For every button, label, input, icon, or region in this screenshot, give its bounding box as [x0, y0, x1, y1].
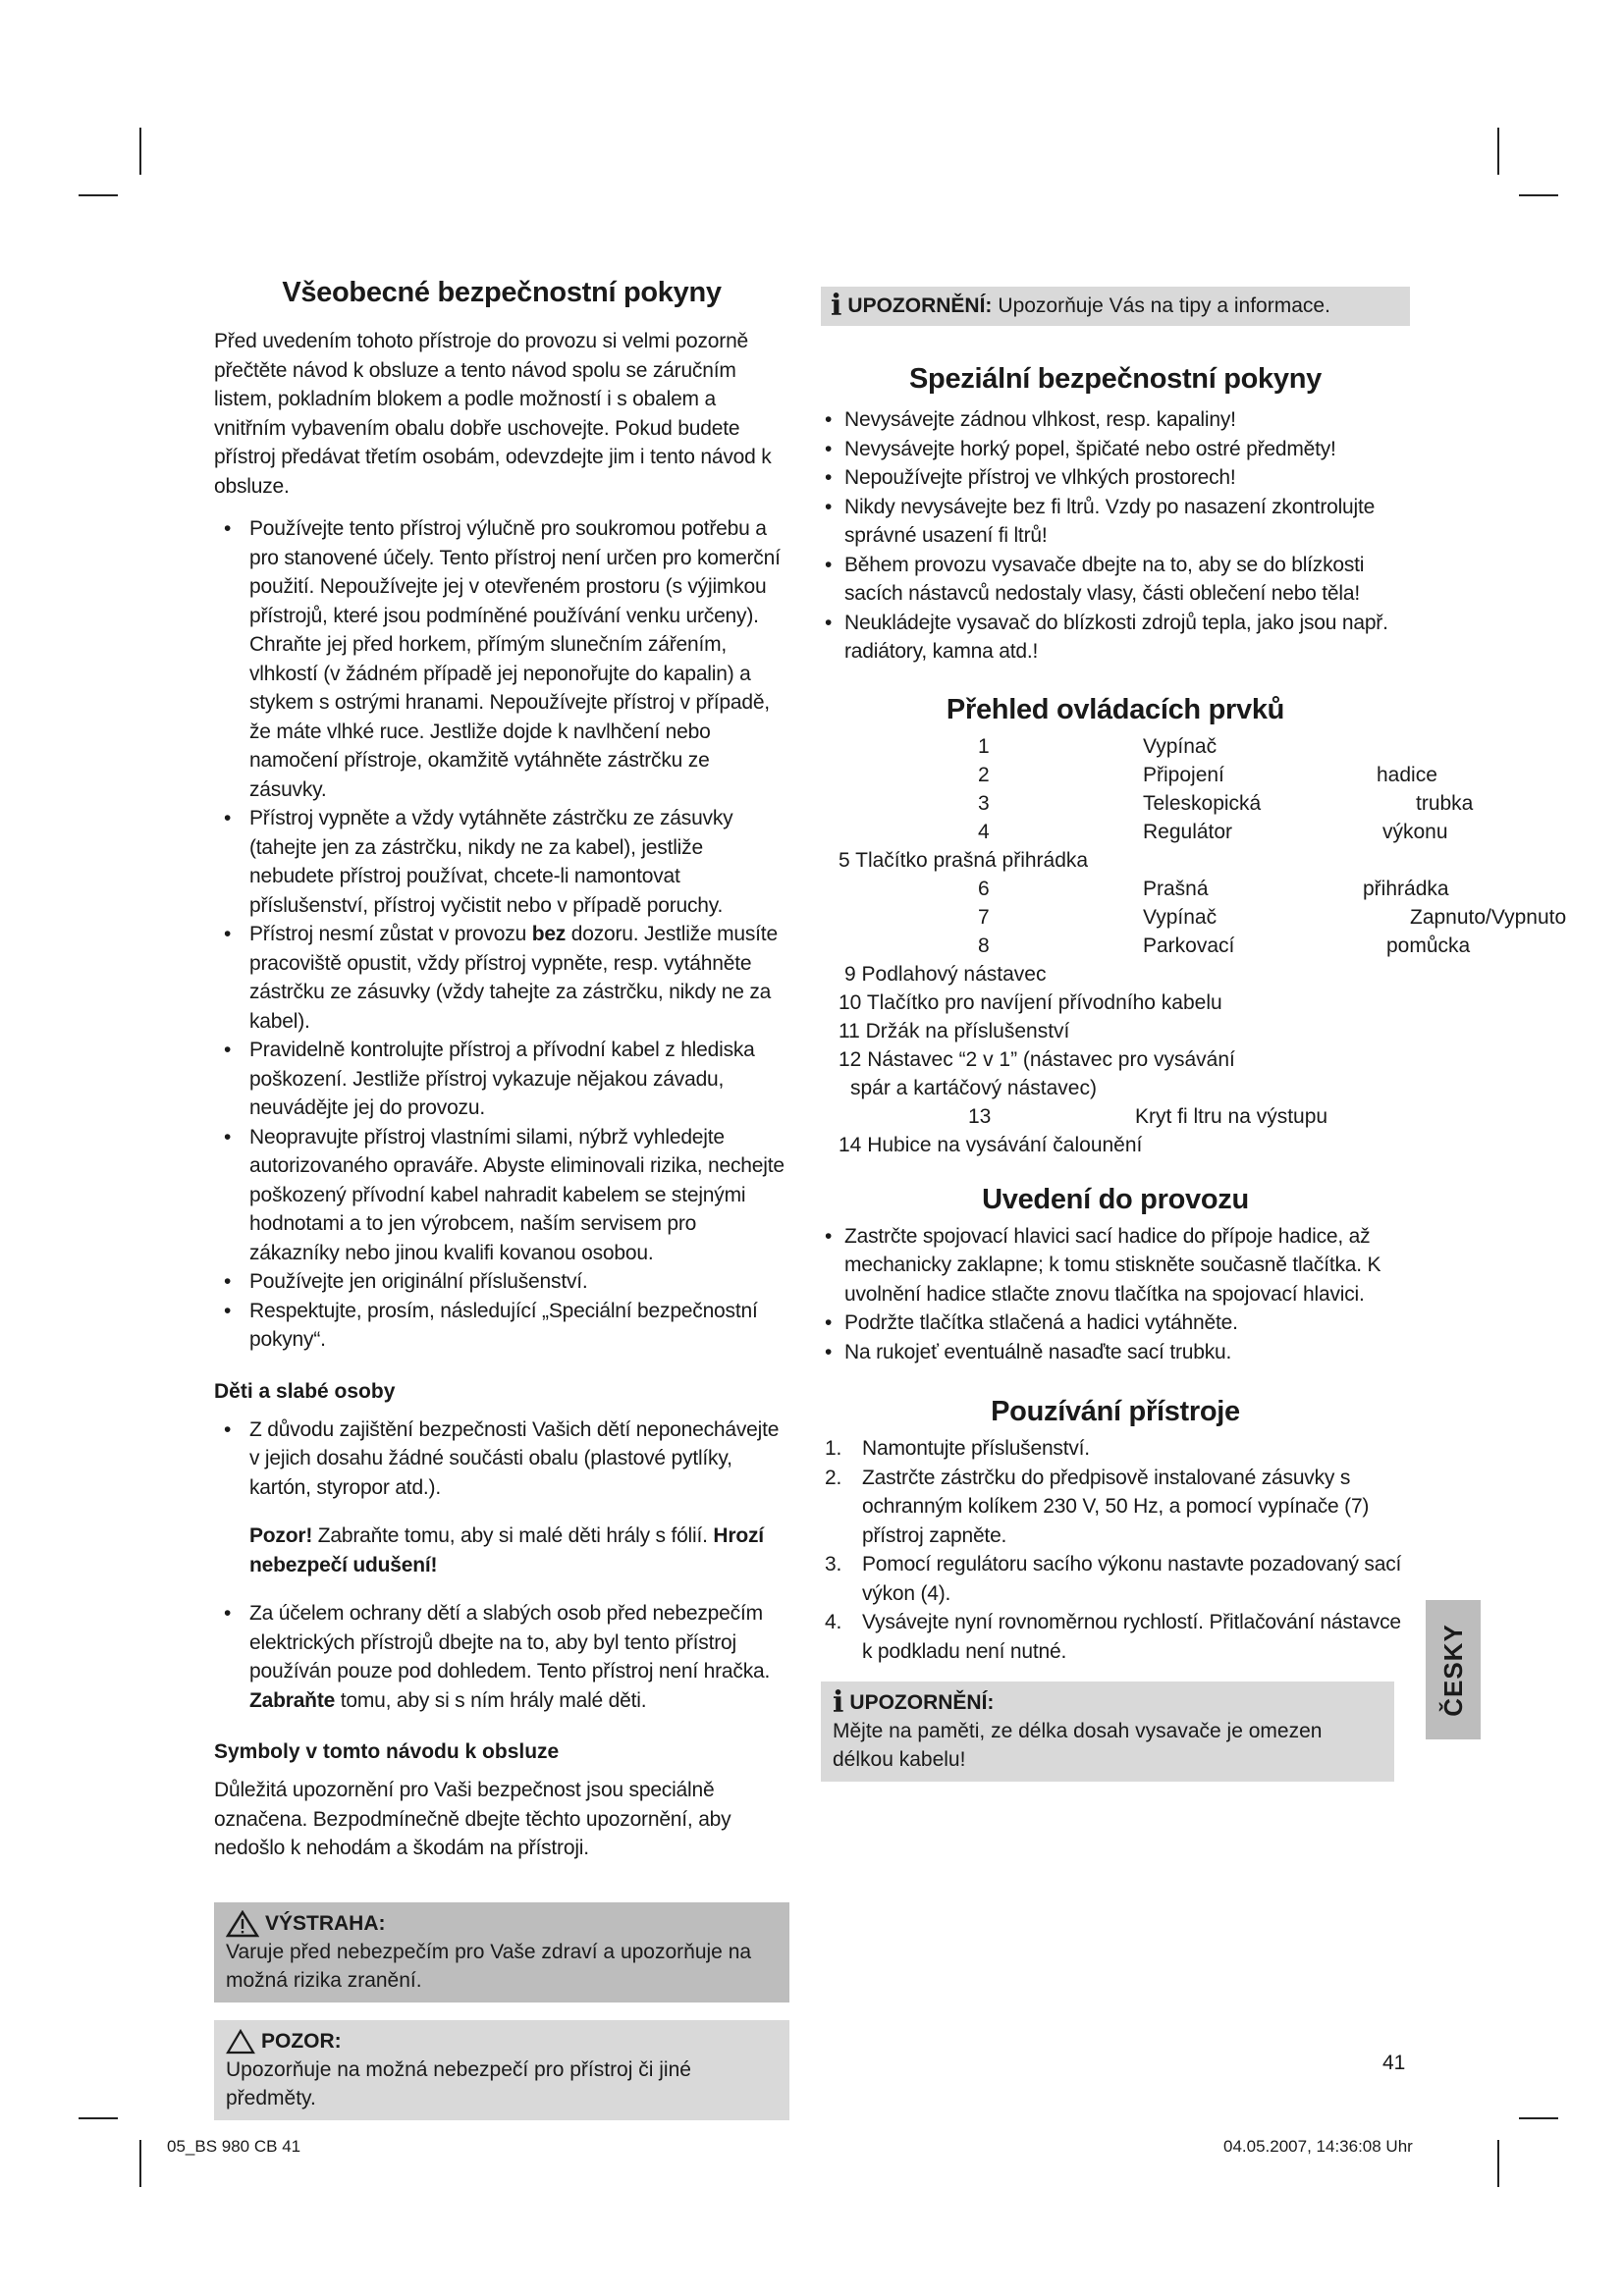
symbols-text: Důležitá upozornění pro Vaši bezpečnost jsou speciálně označena. Bezpodmínečně dbejte těchto upozornění, aby nedošlo k nehodám a škodám na přístroji. [214, 1779, 731, 1859]
list-item: • Přístroj nesmí zůstat v provozu bez dozoru. Jestliže musíte pracoviště opustit, vždy přístroj vypněte, resp. vytáhněte zástrčku ze zásuvky (vždy tahejte za zástrčku, nikdy ne za kabel). [214, 920, 789, 1036]
control-number: 8 [978, 934, 990, 957]
notice-box-2 [821, 1682, 1394, 1782]
control-number: 6 [978, 877, 990, 900]
list-item: 3. Pomocí regulátoru sacího výkonu nastavte pozadovaný sací výkon (4). [825, 1553, 1402, 1605]
control-label: Teleskopická [1143, 791, 1262, 815]
children-section-title: Děti a slabé osoby [214, 1379, 396, 1403]
control-label: 14 Hubice na vysávání čalounění [839, 1133, 1143, 1156]
control-number: 2 [978, 763, 990, 786]
info-icon: i [831, 289, 842, 323]
control-label: 12 Nástavec “2 v 1” (nástavec pro vysávání [839, 1047, 1235, 1071]
caution-box [214, 2020, 789, 2120]
startup-list [821, 1222, 1410, 1367]
list-item: • Nevysávejte horký popel, špičaté nebo ostré předměty! [821, 435, 1410, 464]
control-label: Regulátor [1143, 820, 1233, 843]
control-label: Vypínač [1143, 734, 1218, 758]
list-item: • Pravidelně kontrolujte přístroj a přívodní kabel z hlediska poškození. Jestliže přístroj vykazuje nějakou závadu, neuvádějte jej do provozu. [214, 1036, 789, 1123]
control-label: výkonu [1382, 820, 1448, 843]
list-item: 2. Zastrčte zástrčku do předpisově instalované zásuvky s ochranným kolíkem 230 V, 50 Hz, a pomocí vypínače (7) přístroj zapněte. [825, 1466, 1370, 1547]
list-item: • Neopravujte přístroj vlastními silami, nýbrž vyhledejte autorizovaného opraváře. Abyste eliminovali rizika, nechejte poškozený přívodní kabel nahradit kabelem se stejnými hodnotami a to jen výrobcem, naším servisem pro zákazníky nebo jinou kvalifi kovanou osobou. [214, 1123, 789, 1268]
control-number: 1 [978, 734, 990, 758]
control-label: Vypínač [1143, 905, 1218, 929]
control-number: 3 [978, 791, 990, 815]
list-item: 1. Namontujte příslušenství. [825, 1437, 1090, 1460]
control-number: 4 [978, 820, 990, 843]
crop-mark [139, 2140, 141, 2187]
list-item: • Používejte jen originální příslušenství. [214, 1267, 789, 1297]
list-item: • Nevysávejte zádnou vlhkost, resp. kapaliny! [821, 405, 1410, 435]
control-label: 5 Tlačítko prašná přihrádka [839, 848, 1089, 872]
warning-title: VÝSTRAHA: [265, 1911, 386, 1935]
list-item: • Zastrčte spojovací hlavici sací hadice do přípoje hadice, až mechanicky zaklapne; k tomu stiskněte současně tlačítka. K uvolnění hadice stlačte znovu tlačítka na spojovací hlavici. [821, 1222, 1410, 1309]
control-label: Parkovací [1143, 934, 1235, 957]
symbols-section-title: Symboly v tomto návodu k obsluze [214, 1740, 560, 1763]
children-list-2 [214, 1599, 789, 1715]
list-item: • Neukládejte vysavač do blízkosti zdrojů tepla, jako jsou např. radiátory, kamna atd.! [821, 609, 1410, 667]
control-label: Prašná [1143, 877, 1209, 900]
startup-title: Uvedení do provozu [982, 1183, 1249, 1215]
footer-timestamp: 04.05.2007, 14:36:08 Uhr [1223, 2137, 1413, 2156]
language-label: ČESKY [1437, 1623, 1468, 1717]
caution-text: Upozorňuje na možná nebezpečí pro přístroj či jiné předměty. [226, 2057, 691, 2109]
control-label: Kryt fi ltru na výstupu [1135, 1104, 1328, 1128]
general-safety-list [214, 514, 789, 1355]
warning-text: Varuje před nebezpečím pro Vaše zdraví a upozorňuje na možná rizika zranění. [226, 1940, 752, 1992]
list-item: • Za účelem ochrany dětí a slabých osob před nebezpečím elektrických přístrojů dbejte na to, aby byl tento přístroj používán pouze pod dohledem. Tento přístroj není hračka. Zabraňte tomu, aby si s ním hrály malé děti. [214, 1599, 789, 1715]
control-label: spár a kartáčový nástavec) [850, 1076, 1097, 1099]
crop-mark [139, 128, 141, 175]
list-item: • Nikdy nevysávejte bez fi ltrů. Vzdy po nasazení zkontrolujte správné usazení fi ltrů! [821, 493, 1410, 551]
language-tab [1426, 1600, 1481, 1739]
control-label: hadice [1377, 763, 1437, 786]
warning-box [214, 1902, 789, 2002]
control-number: 13 [968, 1104, 992, 1128]
children-list [214, 1415, 789, 1503]
special-safety-list [821, 405, 1410, 667]
usage-title: Pouzívání přístroje [991, 1396, 1240, 1427]
control-number: 7 [978, 905, 990, 929]
control-label: 9 Podlahový nástavec [844, 962, 1047, 986]
crop-mark [79, 194, 118, 196]
control-label: Zapnuto/Vypnuto [1410, 905, 1567, 929]
footer-file-info: 05_BS 980 CB 41 [167, 2137, 301, 2156]
list-item: • Na rukojeť eventuálně nasaďte sací trubku. [821, 1338, 1410, 1367]
usage-steps [821, 1434, 1410, 1666]
list-item: • Podržte tlačítka stlačená a hadici vytáhněte. [821, 1308, 1410, 1338]
notice-title: UPOZORNĚNÍ: [847, 294, 993, 317]
crop-mark [1497, 128, 1499, 175]
warning-triangle-icon [226, 1910, 259, 1938]
control-label: 11 Držák na příslušenství [839, 1019, 1070, 1042]
crop-mark [79, 2117, 118, 2119]
notice2-title: UPOZORNĚNÍ: [849, 1691, 995, 1714]
caution-triangle-icon [226, 2029, 255, 2055]
notice-text: Upozorňuje Vás na tipy a informace. [998, 294, 1330, 317]
control-label: přihrádka [1363, 877, 1449, 900]
pozor-note: Pozor! Zabraňte tomu, aby si malé děti hrály s fólií. Hrozí nebezpečí udušení! [249, 1524, 764, 1576]
crop-mark [1519, 2117, 1558, 2119]
general-safety-intro: Před uvedením tohoto přístroje do provozu si velmi pozorně přečtěte návod k obsluze a tento návod spolu se záručním listem, pokladním blokem a podle možností i s obalem a vnitřním vybavením obalu dobře uschovejte. Pokud budete přístroj předávat třetím osobám, odevzdejte jim i tento návod k obsluze. [214, 330, 772, 498]
list-item: • Nepoužívejte přístroj ve vlhkých prostorech! [821, 463, 1410, 493]
control-label: 10 Tlačítko pro navíjení přívodního kabelu [839, 990, 1222, 1014]
list-item: • Respektujte, prosím, následující „Speciální bezpečnostní pokyny“. [214, 1297, 789, 1355]
control-label: Připojení [1143, 763, 1224, 786]
caution-title: POZOR: [261, 2029, 342, 2053]
list-item: • Přístroj vypněte a vždy vytáhněte zástrčku ze zásuvky (tahejte jen za zástrčku, nikdy ne za kabel), jestliže nebudete přístroj používat, chcete-li namontovat příslušenství, přístroj vyčistit nebo v případě poruchy. [214, 804, 789, 920]
page-number: 41 [1382, 2052, 1406, 2074]
control-label: trubka [1416, 791, 1474, 815]
controls-list [821, 732, 1567, 1184]
control-label: pomůcka [1386, 934, 1471, 957]
notice2-text: Mějte na paměti, ze délka dosah vysavače je omezen délkou kabelu! [833, 1720, 1323, 1771]
list-item: • Během provozu vysavače dbejte na to, aby se do blízkosti sacích nástavců nedostaly vlasy, části oblečení nebo těla! [821, 551, 1410, 609]
list-item: 4. Vysávejte nyní rovnoměrnou rychlostí. Přitlačování nástavce k podkladu není nutné. [825, 1611, 1401, 1663]
list-item: • Z důvodu zajištění bezpečnosti Vašich dětí neponechávejte v jejich dosahu žádné součásti obalu (plastové pytlíky, kartón, styropor atd.). [214, 1415, 789, 1503]
info-icon: i [833, 1685, 844, 1720]
controls-title: Přehled ovládacích prvků [946, 693, 1285, 725]
left-column [214, 277, 789, 2120]
general-safety-title: Všeobecné bezpečnostní pokyny [282, 277, 722, 308]
notice-box [821, 287, 1410, 326]
special-safety-title: Speziální bezpečnostní pokyny [909, 363, 1322, 395]
crop-mark [1497, 2140, 1499, 2187]
list-item: • Používejte tento přístroj výlučně pro soukromou potřebu a pro stanovené účely. Tento přístroj není určen pro komerční použití. Nepoužívejte jej v otevřeném prostoru (s výjimkou přístrojů, které jsou podmíněné používání venku určeny). Chraňte jej před horkem, přímým slunečním zářením, vlhkostí (v žádném případě jej neponořujte do kapalin) a stykem s ostrými hranami. Nepoužívejte přístroj v případě, že máte vlhké ruce. Jestliže dojde k navlhčení nebo namočení přístroje, okamžitě vytáhněte zástrčku ze zásuvky. [214, 514, 789, 804]
crop-mark [1519, 194, 1558, 196]
